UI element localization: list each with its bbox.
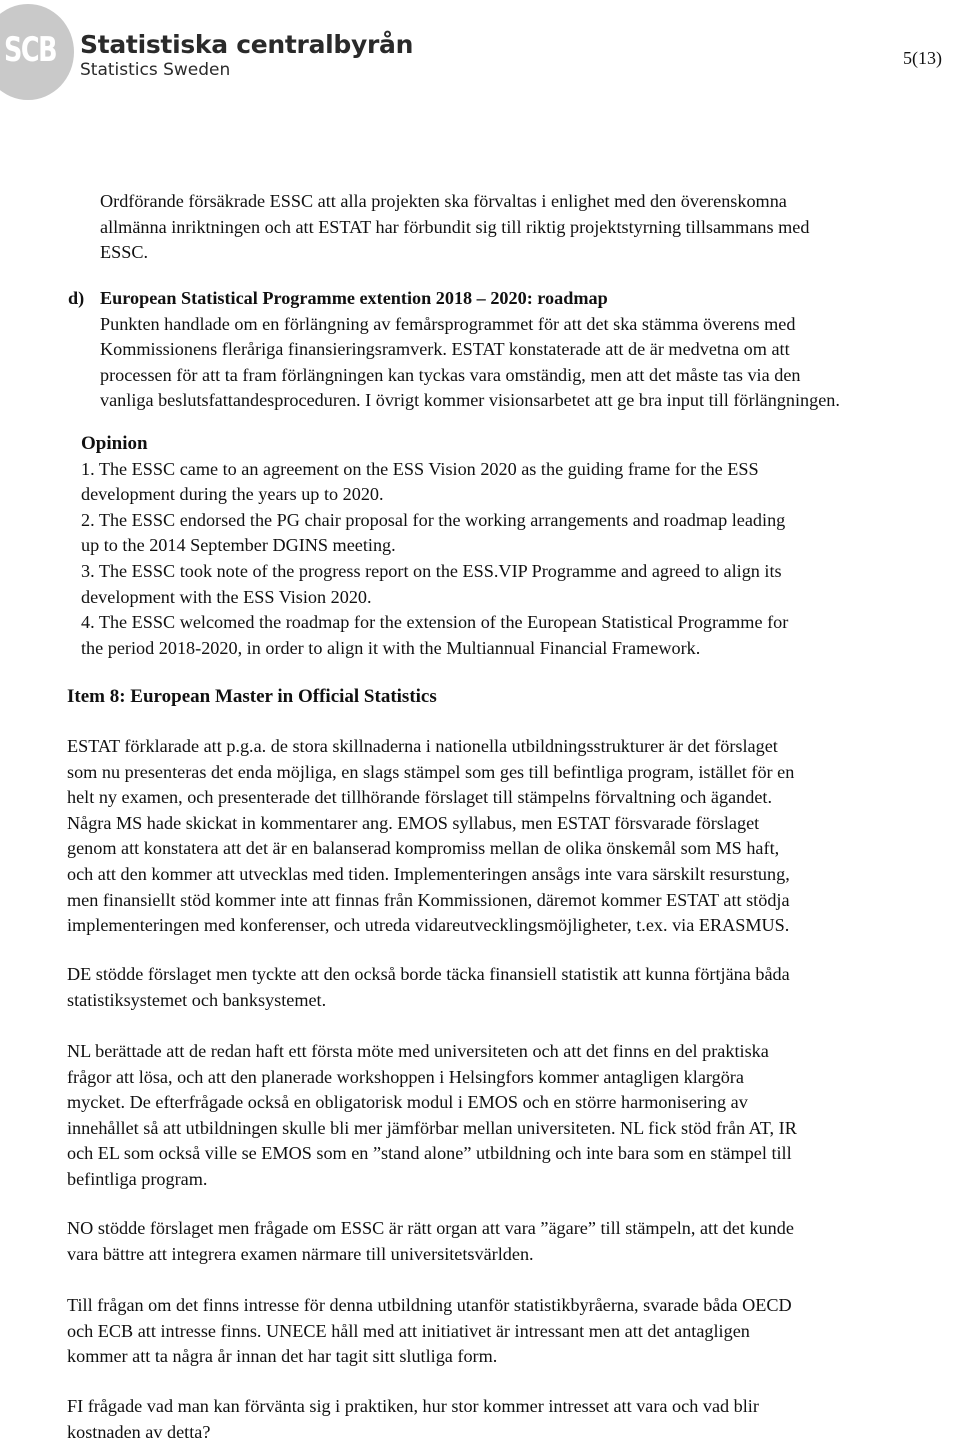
paragraph-nl xyxy=(67,1039,960,1193)
text-line: kommer att ta några år innan det har tagit sitt slutliga form. xyxy=(67,1346,498,1367)
text-line: statistiksystemet och banksystemet. xyxy=(67,989,327,1010)
opinion-section xyxy=(81,431,951,661)
text-line: vara bättre att integrera examen närmare till universitetsvärlden. xyxy=(67,1243,534,1264)
text-line: FI frågade vad man kan förvänta sig i praktiken, hur stor kommer intresset att vara och vad blir xyxy=(67,1396,759,1416)
agenda-item-d xyxy=(68,286,960,414)
text-line: befintliga program. xyxy=(67,1168,208,1189)
text-line: som nu presenteras det enda möjliga, en slags stämpel som ges till befintliga program, istället för en xyxy=(67,761,795,782)
text-line: Till frågan om det finns intresse för denna utbildning utanför statistikbyråerna, svarade båda OECD xyxy=(67,1295,792,1315)
item-heading: European Statistical Programme extention 2018 – 2020: roadmap xyxy=(100,288,608,308)
text-line: ESSC. xyxy=(100,242,149,263)
text-line: NL berättade att de redan haft ett första möte med universiteten och att det finns en del praktiska xyxy=(67,1041,769,1061)
opinion-line: 3. The ESSC took note of the progress report on the ESS.VIP Programme and agreed to align its xyxy=(81,560,782,581)
paragraph-oecd-ecb xyxy=(67,1293,957,1370)
text-line: frågor att lösa, och att den planerade workshoppen i Helsingfors kommer antagligen klargöra xyxy=(67,1066,744,1087)
text-line: och att den kommer att utvecklas med tiden. Implementeringen ansågs inte vara särskilt resurstung, xyxy=(67,863,790,884)
opinion-line: the period 2018-2020, in order to align it with the Multiannual Financial Framework. xyxy=(81,637,701,658)
text-line: och ECB att intresse finns. UNECE håll med att initiativet är intressant men att det antagligen xyxy=(67,1320,750,1341)
text-line: NO stödde förslaget men frågade om ESSC är rätt organ att vara ”ägare” till stämpeln, att det kunde xyxy=(67,1218,794,1238)
opinion-line: 4. The ESSC welcomed the roadmap for the extension of the European Statistical Programme for xyxy=(81,612,789,633)
text-line: processen för att ta fram förlängningen kan tyckas vara omständig, men att det måste tas via den xyxy=(100,364,801,385)
paragraph-chair-assurance xyxy=(100,189,930,266)
text-line: DE stödde förslaget men tyckte att den också borde täcka finansiell statistik att kunna förtjäna båda xyxy=(67,964,790,984)
paragraph-estat xyxy=(67,734,957,939)
text-line: innehållet så att utbildningen skulle bli mer jämförbar mellan universiteten. NL fick stöd från AT, IR xyxy=(67,1117,797,1138)
paragraph-de xyxy=(67,962,957,1013)
paragraph-no xyxy=(67,1216,957,1267)
text-line: men finansiellt stöd kommer inte att finnas från Kommissionen, däremot kommer ESTAT att stödja xyxy=(67,889,790,910)
opinion-line: development with the ESS Vision 2020. xyxy=(81,586,372,607)
item-8-heading: Item 8: European Master in Official Statistics xyxy=(67,686,437,707)
text-line: implementeringen med konferenser, och utreda vidareutvecklingsmöjligheter, t.ex. via ERASMUS. xyxy=(67,915,790,936)
scb-emblem-icon xyxy=(0,4,74,100)
opinion-line: development during the years up to 2020. xyxy=(81,484,384,505)
text-line: Ordförande försäkrade ESSC att alla projekten ska förvaltas i enlighet med den överenskomna xyxy=(100,191,787,211)
emblem-text: SCB xyxy=(4,30,57,70)
page-number: 5(13) xyxy=(903,48,942,68)
text-line: mycket. De efterfrågade också en obligatorisk modul i EMOS och en större harmonisering av xyxy=(67,1092,748,1113)
item-letter: d) xyxy=(68,288,85,308)
scb-logo xyxy=(0,4,420,104)
opinion-heading: Opinion xyxy=(81,433,148,454)
opinion-line: 1. The ESSC came to an agreement on the ESS Vision 2020 as the guiding frame for the ESS xyxy=(81,458,759,479)
text-line: och EL som också ville se EMOS som en ”stand alone” utbildning och inte bara som en stämpel till xyxy=(67,1143,792,1164)
text-line: Kommissionens fleråriga finansieringsramverk. ESTAT konstaterade att de är medvetna om att xyxy=(100,339,790,360)
text-line: Några MS hade skickat in kommentarer ang. EMOS syllabus, men ESTAT försvarade förslaget xyxy=(67,812,760,833)
paragraph-fi xyxy=(67,1394,957,1440)
text-line: genom att konstatera att det är en balanserad kompromiss mellan de olika önskemål som MS haft, xyxy=(67,838,780,859)
logo-name: Statistiska centralbyrån xyxy=(80,30,414,59)
text-line: kostnaden av detta? xyxy=(67,1421,211,1440)
opinion-line: up to the 2014 September DGINS meeting. xyxy=(81,535,396,556)
text-line: vanliga beslutsfattandesproceduren. I övrigt kommer visionsarbetet att ge bra input till förlängningen. xyxy=(100,390,840,411)
opinion-line: 2. The ESSC endorsed the PG chair proposal for the working arrangements and roadmap leading xyxy=(81,509,786,530)
logo-subtitle: Statistics Sweden xyxy=(80,60,231,80)
text-line: allmänna inriktningen och att ESTAT har förbundit sig till riktig projektstyrning tillsammans med xyxy=(100,216,810,237)
text-line: ESTAT förklarade att p.g.a. de stora skillnaderna i nationella utbildningsstrukturer är det förslaget xyxy=(67,736,778,756)
text-line: Punkten handlade om en förlängning av femårsprogrammet för att det ska stämma överens med xyxy=(100,313,796,334)
text-line: helt ny examen, och presenterade det tillhörande förslaget till stämpelns förvaltning och ägandet. xyxy=(67,787,773,808)
